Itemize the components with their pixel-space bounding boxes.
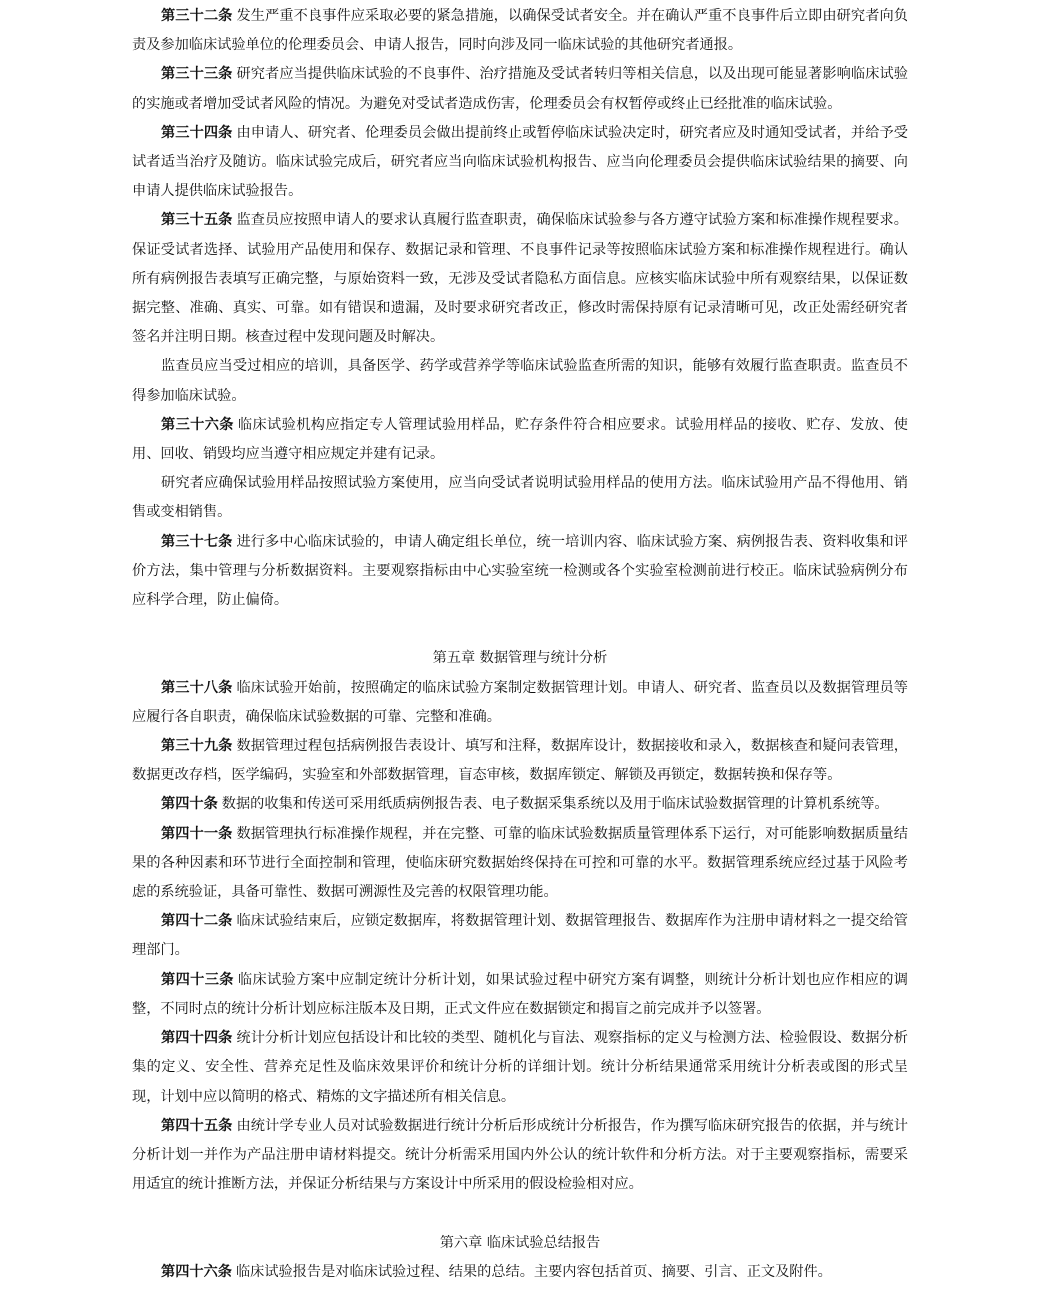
article-number: 第三十八条 [161,679,233,696]
paragraph-text: 监查员应当受过相应的培训，具备医学、药学或营养学等临床试验监查所需的知识，能够有效履行监查职责。监查员不得参加临床试验。 [132,358,908,404]
article-paragraph [132,966,908,1024]
paragraph-text: 由申请人、研究者、伦理委员会做出提前终止或暂停临床试验决定时，研究者应及时通知受试者，并给予受试者适当治疗及随访。临床试验完成后，研究者应当向临床试验机构报告、应当向伦理委员会提供临床试验结果的摘要、向申请人提供临床试验报告。 [132,124,908,200]
article-paragraph [132,1024,908,1112]
body-paragraph [132,352,908,410]
paragraph-text: 由统计学专业人员对试验数据进行统计分析后形成统计分析报告，作为撰写临床研究报告的依据，并与统计分析计划一并作为产品注册申请材料提交。统计分析需采用国内外公认的统计软件和分析方法。对于主要观察指标，需要采用适宜的统计推断方法，并保证分析结果与方案设计中所采用的假设检验相对应。 [132,1117,908,1193]
article-number: 第三十四条 [161,124,233,141]
article-number: 第三十六条 [161,416,234,433]
body-paragraph [132,469,908,527]
article-paragraph [132,528,908,616]
paragraph-text: 临床试验结束后，应锁定数据库，将数据管理计划、数据管理报告、数据库作为注册申请材料之一提交给管理部门。 [132,913,908,959]
paragraph-text: 统计分析计划应包括设计和比较的类型、随机化与盲法、观察指标的定义与检测方法、检验假设、数据分析集的定义、安全性、营养充足性及临床效果评价和统计分析的详细计划。统计分析结果通常采用统计分析表或图的形式呈现，计划中应以简明的格式、精炼的文字描述所有相关信息。 [132,1030,908,1105]
article-paragraph [132,820,908,908]
article-paragraph [132,119,908,207]
chapter-heading: 第六章 临床试验总结报告 [439,1234,601,1251]
paragraph-text: 临床试验机构应指定专人管理试验用样品，贮存条件符合相应要求。试验用样品的接收、贮存、发放、使用、回收、销毁均应当遵守相应规定并建有记录。 [132,416,908,463]
article-number: 第四十四条 [161,1030,233,1047]
article-paragraph [132,790,908,819]
paragraph-text: 数据管理过程包括病例报告表设计、填写和注释，数据库设计，数据接收和录入，数据核查和疑问表管理，数据更改存档，医学编码，实验室和外部数据管理，盲态审核，数据库锁定、解锁及再锁定，数据转换和保存等。 [132,738,908,784]
article-number: 第四十六条 [161,1263,232,1280]
paragraph-text: 临床试验开始前，按照确定的临床试验方案制定数据管理计划。申请人、研究者、监查员以及数据管理员等应履行各自职责，确保临床试验数据的可靠、完整和准确。 [132,679,908,725]
paragraph-text: 研究者应确保试验用样品按照试验方案使用，应当向受试者说明试验用样品的使用方法。临床试验用产品不得他用、销售或变相销售。 [132,475,908,521]
article-paragraph [132,60,908,118]
article-number: 第三十五条 [161,212,233,229]
article-number: 第四十三条 [161,971,234,988]
article-paragraph [132,674,908,732]
article-paragraph [132,1112,908,1200]
article-paragraph [132,1258,908,1287]
paragraph-text: 发生严重不良事件应采取必要的紧急措施，以确保受试者安全。并在确认严重不良事件后立即由研究者向负责及参加临床试验单位的伦理委员会、申请人报告，同时向涉及同一临床试验的其他研究者通报。 [132,8,908,54]
chapter-heading: 第五章 数据管理与统计分析 [432,650,608,667]
article-number: 第三十二条 [161,8,233,24]
article-paragraph [132,206,908,352]
section-spacer [132,615,908,644]
section-spacer [132,1199,908,1228]
paragraph-text: 监查员应按照申请人的要求认真履行监查职责，确保临床试验参与各方遵守试验方案和标准操作规程要求。保证受试者选择、试验用产品使用和保存、数据记录和管理、不良事件记录等按照临床试验方案和标准操作规程进行。确认所有病例报告表填写正确完整，与原始资料一致，无涉及受试者隐私方面信息。应核实临床试验中所有观察结果，以保证数据完整、准确、真实、可靠。如有错误和遗漏，及时要求研究者改正，修改时需保持原有记录清晰可见，改正处需经研究者签名并注明日期。核查过程中发现问题及时解决。 [132,212,908,346]
paragraph-text: 临床试验报告是对临床试验过程、结果的总结。主要内容包括首页、摘要、引言、正文及附件。 [235,1263,832,1280]
document-body [132,2,908,1287]
article-number: 第三十三条 [161,66,233,83]
article-number: 第四十五条 [161,1117,233,1134]
article-paragraph [132,2,908,60]
paragraph-text: 进行多中心临床试验的，申请人确定组长单位，统一培训内容、临床试验方案、病例报告表、资料收集和评价方法，集中管理与分析数据资料。主要观察指标由中心实验室统一检测或各个实验室检测前进行校正。临床试验病例分布应科学合理，防止偏倚。 [132,533,908,609]
article-paragraph [132,907,908,965]
article-number: 第四十一条 [161,825,233,842]
article-number: 第三十七条 [161,533,233,550]
paragraph-text: 数据的收集和传送可采用纸质病例报告表、电子数据采集系统以及用于临床试验数据管理的计算机系统等。 [221,796,889,813]
paragraph-text: 研究者应当提供临床试验的不良事件、治疗措施及受试者转归等相关信息，以及出现可能显著影响临床试验的实施或者增加受试者风险的情况。为避免对受试者造成伤害，伦理委员会有权暂停或终止已经批准的临床试验。 [132,66,908,112]
article-paragraph [132,732,908,790]
article-paragraph [132,411,908,469]
paragraph-text: 临床试验方案中应制定统计分析计划，如果试验过程中研究方案有调整，则统计分析计划也应作相应的调整，不同时点的统计分析计划应标注版本及日期，正式文件应在数据锁定和揭盲之前完成并予以签署。 [132,971,908,1017]
article-number: 第四十条 [161,796,218,813]
article-number: 第三十九条 [161,738,233,755]
article-number: 第四十二条 [161,913,233,930]
paragraph-text: 数据管理执行标准操作规程，并在完整、可靠的临床试验数据质量管理体系下运行，对可能影响数据质量结果的各种因素和环节进行全面控制和管理，使临床研究数据始终保持在可控和可靠的水平。数据管理系统应经过基于风险考虑的系统验证，具备可靠性、数据可溯源性及完善的权限管理功能。 [132,825,908,901]
